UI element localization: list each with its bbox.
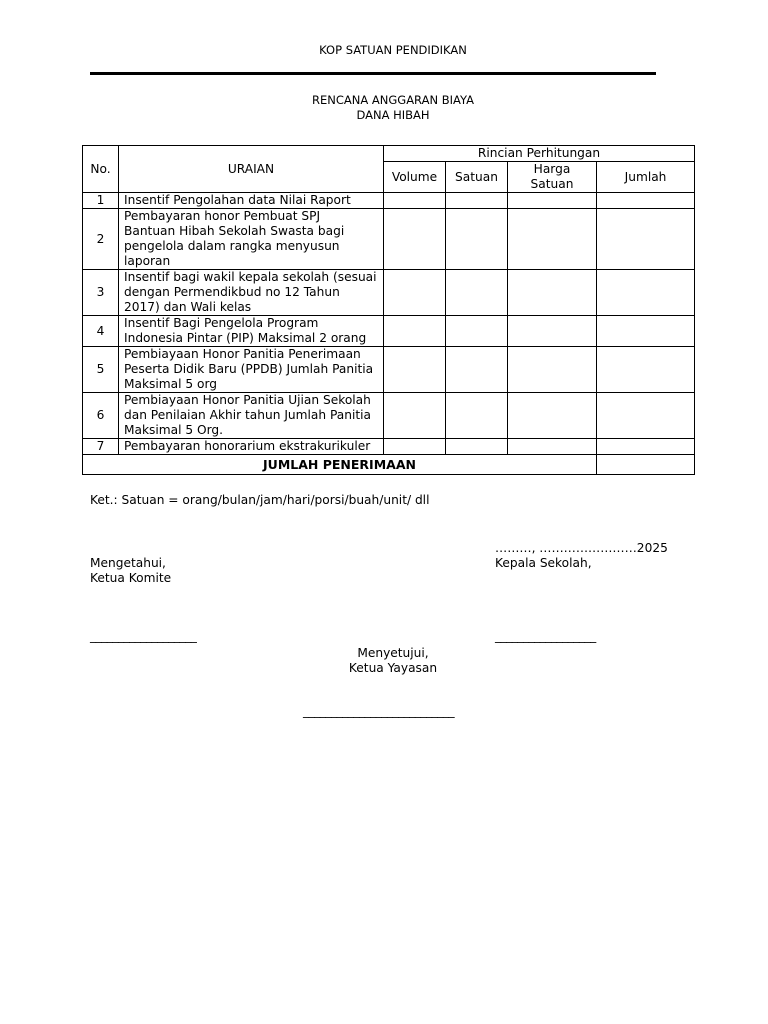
row-uraian: [119, 393, 384, 439]
cell-volume[interactable]: [384, 193, 446, 209]
table-row: [83, 347, 695, 393]
row-uraian-line: dengan Permendikbud no 12 Tahun: [124, 285, 340, 299]
table-header-row: [83, 146, 695, 162]
document-title: RENCANA ANGGARAN BIAYA: [312, 93, 474, 107]
total-label: JUMLAH PENERIMAAN: [83, 455, 597, 475]
row-uraian-line: Maksimal 5 org: [124, 377, 217, 391]
ketua-komite-label: Ketua Komite: [90, 571, 172, 585]
cell-volume[interactable]: [384, 439, 446, 455]
table-row: [83, 209, 695, 270]
header-volume: Volume: [384, 162, 446, 193]
row-no: 6: [83, 393, 119, 439]
row-uraian-line: 2017) dan Wali kelas: [124, 300, 252, 314]
table-row: [83, 393, 695, 439]
cell-harga-satuan[interactable]: [508, 209, 597, 270]
kop-satuan-pendidikan: KOP SATUAN PENDIDIKAN: [319, 43, 467, 57]
cell-volume[interactable]: [384, 347, 446, 393]
row-uraian-line: Peserta Didik Baru (PPDB) Jumlah Panitia: [124, 362, 374, 376]
table-row: [83, 316, 695, 347]
row-uraian-line: Maksimal 5 Org.: [124, 423, 224, 437]
header-harga-line2: Satuan: [530, 177, 574, 191]
cell-harga-satuan[interactable]: [508, 347, 597, 393]
row-uraian: [119, 439, 384, 455]
document-subtitle: DANA HIBAH: [356, 108, 430, 122]
cell-harga-satuan[interactable]: [508, 270, 597, 316]
row-no: 7: [83, 439, 119, 455]
ketua-yayasan-label: Ketua Yayasan: [348, 661, 438, 675]
cell-satuan[interactable]: [446, 193, 508, 209]
row-no: 4: [83, 316, 119, 347]
budget-table: [82, 145, 695, 475]
cell-harga-satuan[interactable]: [508, 316, 597, 347]
table-row: [83, 193, 695, 209]
row-uraian: [119, 316, 384, 347]
row-uraian: [119, 347, 384, 393]
cell-satuan[interactable]: [446, 270, 508, 316]
row-uraian: [119, 209, 384, 270]
kepala-sekolah-label: Kepala Sekolah,: [495, 556, 592, 570]
cell-satuan[interactable]: [446, 209, 508, 270]
cell-jumlah[interactable]: [597, 393, 695, 439]
cell-harga-satuan[interactable]: [508, 193, 597, 209]
header-rincian-perhitungan: Rincian Perhitungan: [384, 146, 695, 162]
header-harga-line1: Harga: [533, 162, 571, 176]
cell-volume[interactable]: [384, 270, 446, 316]
cell-satuan[interactable]: [446, 347, 508, 393]
row-uraian-line: laporan: [124, 254, 171, 268]
row-uraian-line: Pembayaran honor Pembuat SPJ: [124, 209, 321, 223]
cell-satuan[interactable]: [446, 316, 508, 347]
menyetujui-label: Menyetujui,: [357, 646, 429, 660]
header-uraian: URAIAN: [119, 146, 384, 193]
unit-note: Ket.: Satuan = orang/bulan/jam/hari/porsi/buah/unit/ dll: [90, 493, 430, 507]
cell-jumlah[interactable]: [597, 209, 695, 270]
header-harga-satuan: [508, 162, 597, 193]
row-uraian-line: pengelola dalam rangka menyusun: [124, 239, 340, 253]
cell-satuan[interactable]: [446, 439, 508, 455]
cell-jumlah[interactable]: [597, 270, 695, 316]
cell-harga-satuan[interactable]: [508, 439, 597, 455]
header-divider: [90, 72, 656, 75]
cell-jumlah[interactable]: [597, 316, 695, 347]
kepala-sekolah-signature-line: __________________: [495, 629, 596, 643]
row-uraian-line: dan Penilaian Akhir tahun Jumlah Panitia: [124, 408, 371, 422]
cell-volume[interactable]: [384, 393, 446, 439]
row-uraian-line: Insentif bagi wakil kepala sekolah (sesuai: [124, 270, 377, 284]
row-no: 5: [83, 347, 119, 393]
table-row: [83, 439, 695, 455]
cell-volume[interactable]: [384, 209, 446, 270]
cell-total-jumlah[interactable]: [597, 455, 695, 475]
row-no: 1: [83, 193, 119, 209]
cell-jumlah[interactable]: [597, 439, 695, 455]
header-no: No.: [83, 146, 119, 193]
row-no: 3: [83, 270, 119, 316]
row-uraian-line: Pembiayaan Honor Panitia Penerimaan: [124, 347, 361, 361]
cell-jumlah[interactable]: [597, 193, 695, 209]
row-uraian-line: Insentif Pengolahan data Nilai Raport: [124, 193, 351, 207]
header-jumlah: Jumlah: [597, 162, 695, 193]
header-satuan: Satuan: [446, 162, 508, 193]
cell-volume[interactable]: [384, 316, 446, 347]
cell-harga-satuan[interactable]: [508, 393, 597, 439]
row-no: 2: [83, 209, 119, 270]
row-uraian-line: Indonesia Pintar (PIP) Maksimal 2 orang: [124, 331, 367, 345]
mengetahui-label: Mengetahui,: [90, 556, 166, 570]
table-total-row: [83, 455, 695, 475]
row-uraian-line: Bantuan Hibah Sekolah Swasta bagi: [124, 224, 345, 238]
row-uraian: [119, 270, 384, 316]
row-uraian-line: Pembayaran honorarium ekstrakurikuler: [124, 439, 371, 453]
row-uraian-line: Insentif Bagi Pengelola Program: [124, 316, 319, 330]
cell-satuan[interactable]: [446, 393, 508, 439]
row-uraian-line: Pembiayaan Honor Panitia Ujian Sekolah: [124, 393, 371, 407]
date-line: ………, ……………………2025: [495, 541, 668, 555]
table-row: [83, 270, 695, 316]
cell-jumlah[interactable]: [597, 347, 695, 393]
row-uraian: [119, 193, 384, 209]
komite-signature-line: ___________________: [90, 629, 197, 643]
yayasan-signature-line: ___________________________: [303, 704, 455, 718]
